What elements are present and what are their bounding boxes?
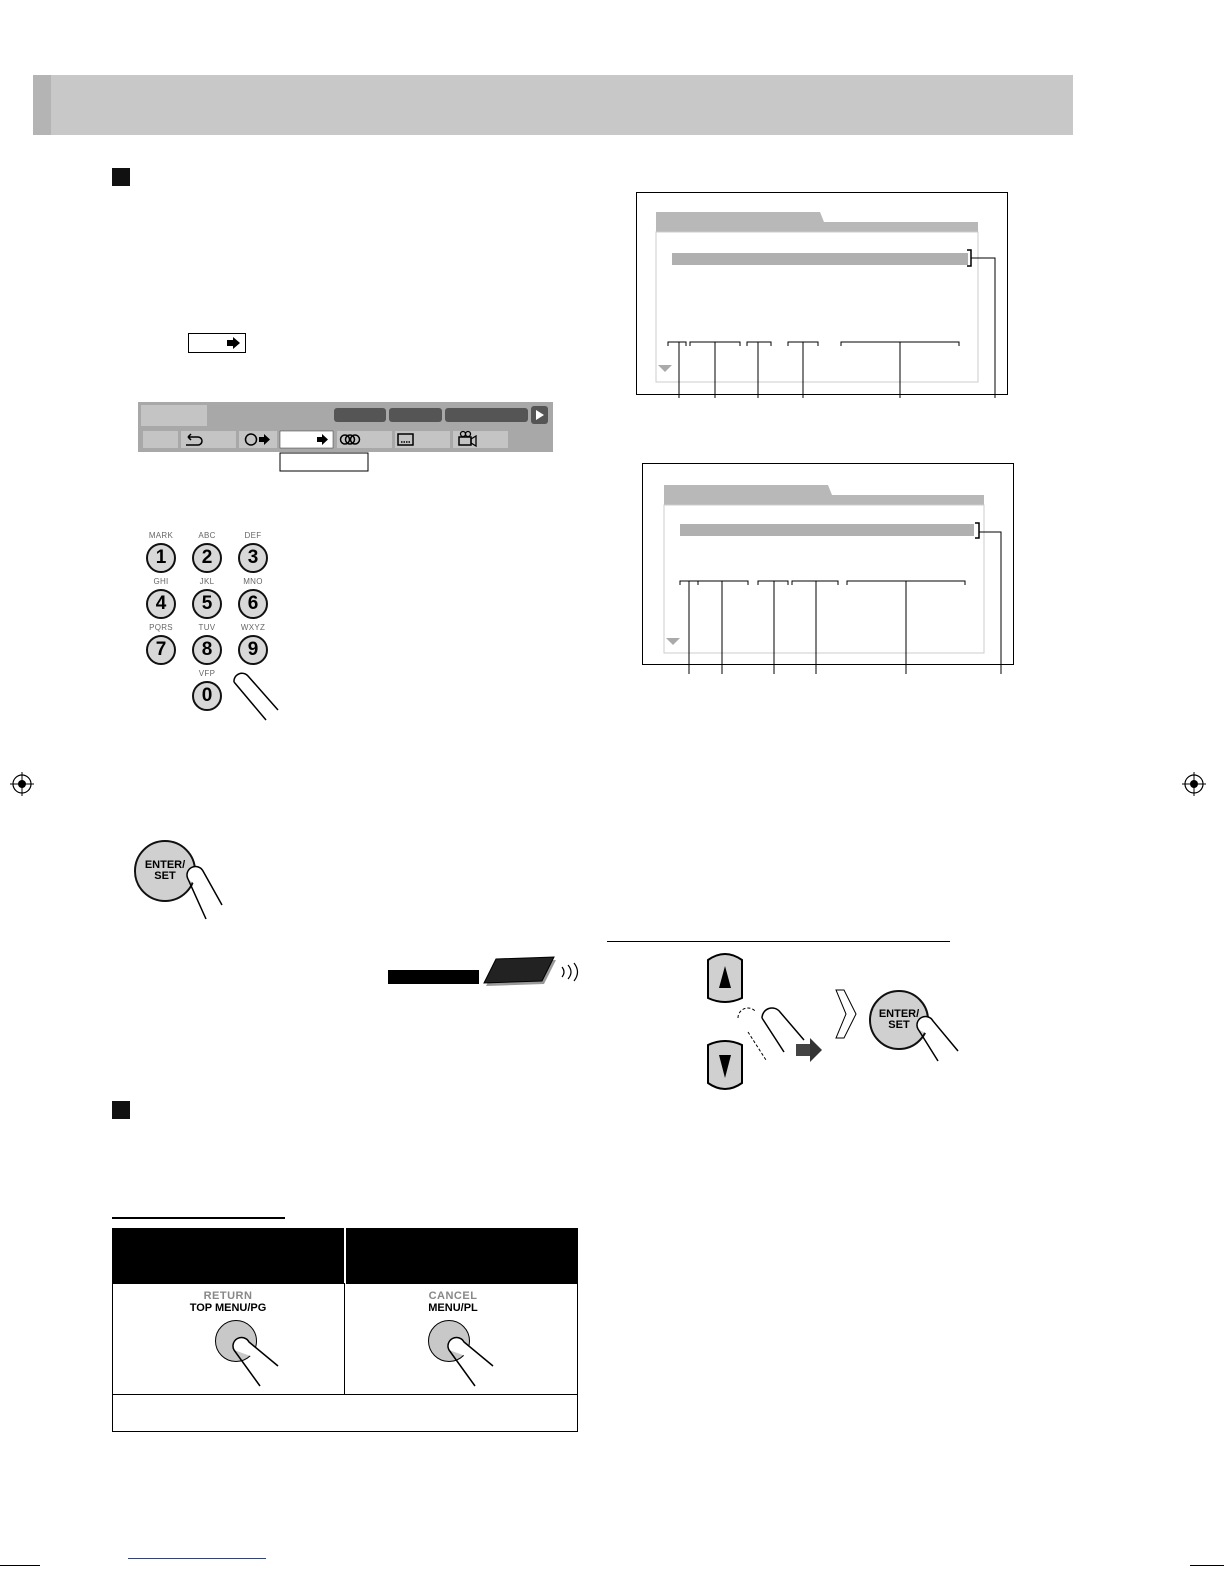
on-screen-bar <box>138 402 554 474</box>
table-divider <box>112 1394 578 1395</box>
menu-diagram-2 <box>642 463 1022 678</box>
crop-mark <box>1190 1565 1224 1566</box>
enter-label: ENTER/ <box>144 859 186 871</box>
key-letters: WXYZ <box>240 623 266 632</box>
cancel-label: CANCEL <box>428 1290 478 1302</box>
menu-pl-label: MENU/PL <box>428 1302 478 1314</box>
key-4[interactable]: 4 <box>146 589 176 619</box>
key-letters: TUV <box>198 623 216 632</box>
return-label: RETURN <box>203 1290 253 1302</box>
crop-mark <box>128 1558 266 1559</box>
key-5[interactable]: 5 <box>192 589 222 619</box>
key-9[interactable]: 9 <box>238 635 268 665</box>
key-letters: ABC <box>198 531 216 540</box>
finger-icon <box>226 670 286 730</box>
key-1[interactable]: 1 <box>146 543 176 573</box>
section-marker <box>112 168 130 186</box>
enter-label: ENTER/ <box>878 1008 920 1020</box>
arrow-right-icon <box>810 1038 822 1062</box>
cursor-keys-illustration <box>700 952 870 1097</box>
set-label: SET <box>888 1019 910 1031</box>
key-0[interactable]: 0 <box>192 681 222 711</box>
finger-icon <box>445 1336 500 1388</box>
finger-icon <box>230 1336 285 1388</box>
header-accent <box>33 75 51 135</box>
top-menu-button-group <box>112 1290 344 1314</box>
finger-icon <box>910 1005 965 1065</box>
key-letters: DEF <box>244 531 262 540</box>
key-7[interactable]: 7 <box>146 635 176 665</box>
arrow-right-icon <box>189 334 245 352</box>
section-marker <box>112 1101 130 1119</box>
crop-mark <box>0 1565 40 1566</box>
set-label: SET <box>154 870 176 882</box>
key-2[interactable]: 2 <box>192 543 222 573</box>
time-arrow-indicator <box>188 333 246 353</box>
key-3[interactable]: 3 <box>238 543 268 573</box>
time-search-cell[interactable] <box>239 431 277 448</box>
menu-diagram-1 <box>636 192 1016 407</box>
finger-icon <box>178 855 228 925</box>
top-menu-label: TOP MENU/PG <box>189 1302 267 1314</box>
time-entry-box <box>280 453 368 471</box>
menu-button-group <box>345 1290 561 1314</box>
key-letters: GHI <box>153 577 169 586</box>
registration-mark-icon <box>1180 770 1208 798</box>
key-letters: VFP <box>198 669 216 678</box>
remote-control-icon <box>482 956 580 992</box>
section-rule <box>112 1217 285 1219</box>
registration-mark-icon <box>8 770 36 798</box>
key-letters: MNO <box>243 577 263 586</box>
remote-label-box <box>388 970 479 984</box>
header-bar <box>33 75 1073 135</box>
key-letters: JKL <box>199 577 215 586</box>
key-6[interactable]: 6 <box>238 589 268 619</box>
key-letters: PQRS <box>149 623 173 632</box>
key-8[interactable]: 8 <box>192 635 222 665</box>
section-rule <box>607 941 950 942</box>
key-letters: MARK <box>148 531 174 540</box>
